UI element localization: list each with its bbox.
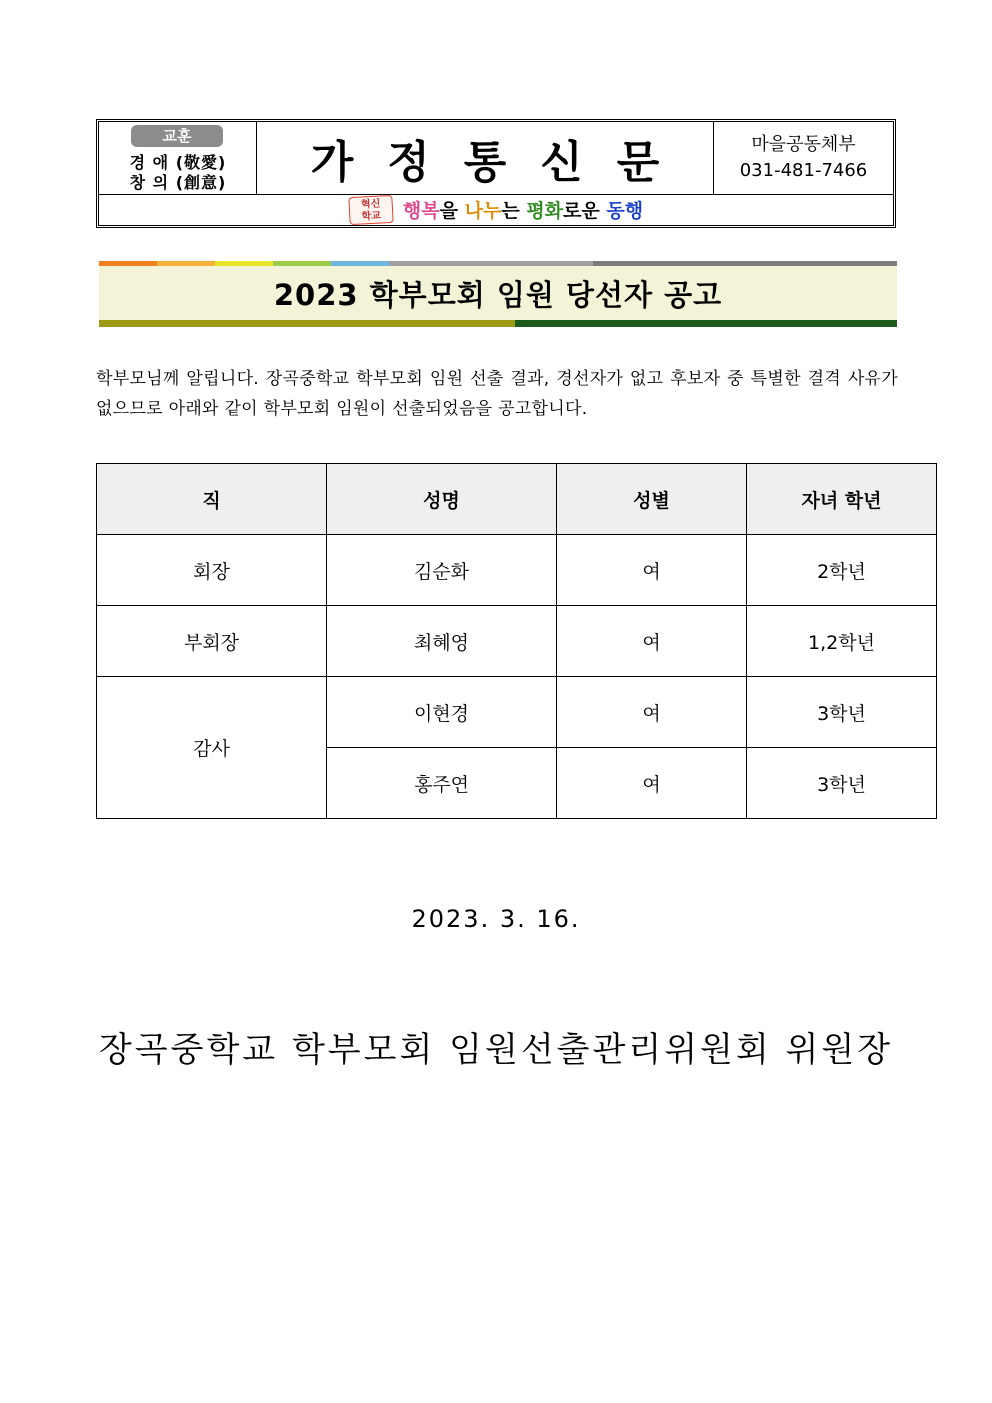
cell-grade: 3학년 [747,748,937,819]
table-row [97,535,937,606]
cell-grade: 1,2학년 [747,606,937,677]
issuer-signature: 장곡중학교 학부모회 임원선출관리위원회 위원장 [98,1030,894,1070]
cell-gender: 여 [557,677,747,748]
slogan-word-companion: 동행 [606,200,644,222]
cell-gender: 여 [557,535,747,606]
cell-gender: 여 [557,606,747,677]
banner-bottom-stripe [99,320,897,327]
officers-table [96,463,937,819]
cell-position: 부회장 [97,606,327,677]
header-position: 직 [97,464,327,535]
announcement-title: 2023 학부모회 임원 당선자 공고 [273,277,723,312]
cell-name: 홍주연 [327,748,557,819]
motto-tag: 교훈 [131,125,223,147]
department-info [713,122,893,194]
table-header-row [97,464,937,535]
banner-bottom-stripe-segment [99,320,515,327]
cell-name: 최혜영 [327,606,557,677]
cell-gender: 여 [557,748,747,819]
announcement-body: 학부모님께 알립니다. 장곡중학교 학부모회 임원 선출 결과, 경선자가 없고 후보자 중 특별한 결격 사유가 없으므로 아래와 같이 학부모회 임원이 선출되었음을 공고합니다. [96,369,898,419]
table-row [97,677,937,748]
school-motto [99,122,257,194]
department-phone: 031-481-7466 [739,160,868,181]
cell-position: 회장 [97,535,327,606]
cell-name: 이현경 [327,677,557,748]
cell-grade: 2학년 [747,535,937,606]
slogan-word-happiness: 행복 [402,200,440,222]
newsletter-title: 가정통신문 [310,137,694,188]
slogan-word-share: 나누 [464,200,502,222]
innovation-school-logo: 혁신 학교 [348,194,393,224]
header-name: 성명 [327,464,557,535]
banner-bottom-stripe-segment [515,320,897,327]
header-top-row [99,122,893,195]
cell-grade: 3학년 [747,677,937,748]
header-gender: 성별 [557,464,747,535]
slogan-row [99,194,893,225]
cell-position: 감사 [97,677,327,819]
school-slogan: 행복을 나누는 평화로운 동행 [402,200,644,222]
cell-name: 김순화 [327,535,557,606]
header-child-grade: 자녀 학년 [747,464,937,535]
announcement-date: 2023. 3. 16. [411,905,581,933]
slogan-word-peace: 평화 [526,200,564,222]
announcement-banner [99,261,897,327]
motto-line-1: 경 애 (敬愛) [129,153,227,172]
table-row [97,606,937,677]
motto-line-2: 창 의 (創意) [129,173,227,192]
newsletter-header [96,119,896,228]
department-name: 마을공동체부 [751,134,856,155]
